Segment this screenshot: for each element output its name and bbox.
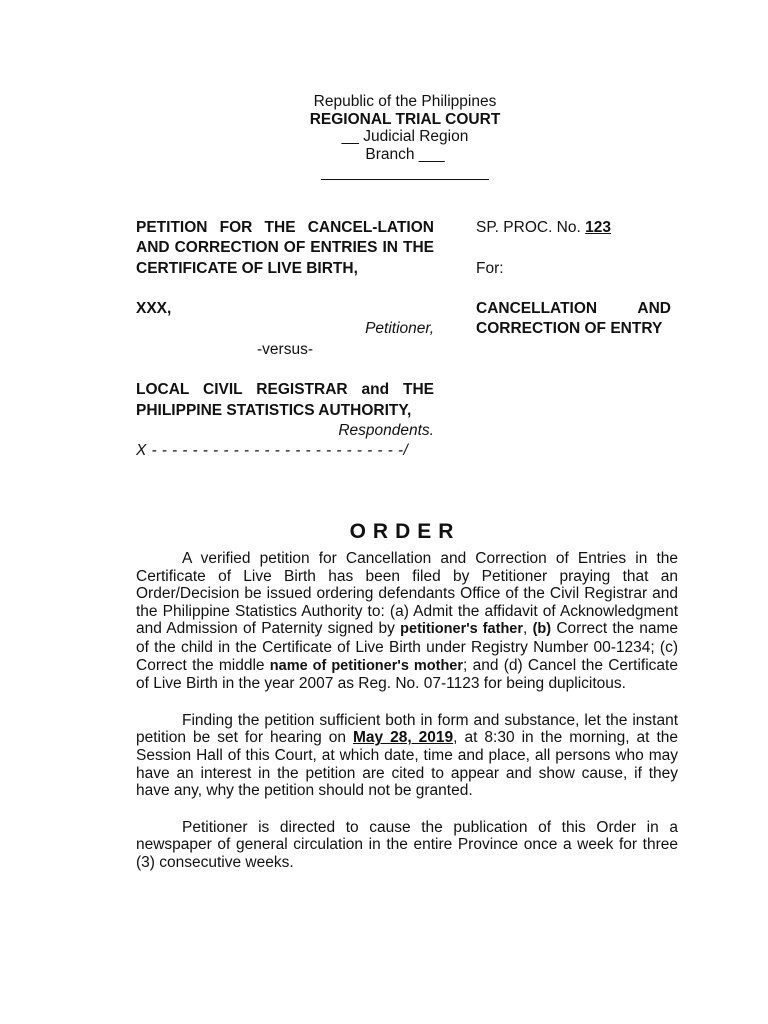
petitioners-mother-text: name of petitioner's mother bbox=[269, 657, 464, 674]
court-name: REGIONAL TRIAL COURT bbox=[309, 110, 501, 128]
versus-line: -versus- bbox=[257, 340, 313, 358]
petitioner-role: Petitioner, bbox=[365, 320, 434, 338]
case-caption bbox=[136, 218, 434, 462]
case-info bbox=[476, 218, 671, 340]
petitioner-name: XXX, bbox=[136, 300, 172, 318]
court-header bbox=[0, 93, 768, 180]
order-paragraph-3: Petitioner is directed to cause the publication of this Order in a newspaper of general circulation in the entire Province once a week for three (3) consecutive weeks. bbox=[136, 818, 678, 871]
header-rule bbox=[321, 179, 489, 180]
paragraph-text: A verified petition for Cancellation and Correction of Entries in the Certificate of Live Birth has been filed by Petitioner praying that an Order/Decision be issued ordering defendants Office of the Civil Registrar and the Philippine Statistics Authority to: (a) Admit the affidavit of Acknowledgment and Admission of Paternity signed by bbox=[136, 550, 678, 638]
paragraph-text: , at 8:30 in the morning, at the Session Hall of this Court, at which date, time and place, all persons who may have an interest in the petition are cited to appear and show cause, if they have any, why the petition should not be granted. bbox=[136, 729, 678, 800]
republic-line: Republic of the Philippines bbox=[313, 93, 497, 110]
order-title: ORDER bbox=[349, 520, 461, 543]
paragraph-text: Correct the name of the child in the Certificate of Live Birth under Registry Number 00-1234; (c) Correct the middle bbox=[136, 620, 678, 674]
paragraph-text: Finding the petition sufficient both in form and substance, let the instant petition be set for hearing on bbox=[136, 711, 678, 747]
case-number-label: SP. PROC. No. bbox=[476, 219, 581, 236]
case-subject: CANCELLATION AND CORRECTION OF ENTRY bbox=[476, 300, 671, 338]
item-b-marker: (b) bbox=[532, 621, 552, 638]
order-paragraph-2 bbox=[136, 712, 678, 800]
for-label: For: bbox=[476, 259, 504, 277]
order-paragraph-1 bbox=[136, 550, 678, 693]
petitioners-father-text: petitioner's father bbox=[400, 621, 524, 638]
paragraph-text: , bbox=[523, 620, 533, 638]
judicial-region-line: __ Judicial Region bbox=[341, 128, 469, 146]
branch-line: Branch ___ bbox=[365, 145, 445, 163]
case-number: 123 bbox=[585, 219, 611, 236]
respondents-role: Respondents. bbox=[338, 421, 434, 439]
hearing-date: May 28, 2019 bbox=[352, 729, 454, 747]
caption-closing-line: X - - - - - - - - - - - - - - - - - - - - - - - - -/ bbox=[136, 442, 409, 460]
case-number-line bbox=[476, 218, 671, 238]
petition-title: PETITION FOR THE CANCEL-LATION AND CORRECTION OF ENTRIES IN THE CERTIFICATE OF LIVE BIRTH, bbox=[136, 219, 434, 277]
respondents-name: LOCAL CIVIL REGISTRAR and THE PHILIPPINE STATISTICS AUTHORITY, bbox=[136, 381, 434, 419]
paragraph-text: ; and (d) Cancel the Certificate of Live Birth in the year 2007 as Reg. No. 07-1123 for being duplicitous. bbox=[136, 656, 678, 693]
order-body bbox=[136, 550, 678, 891]
